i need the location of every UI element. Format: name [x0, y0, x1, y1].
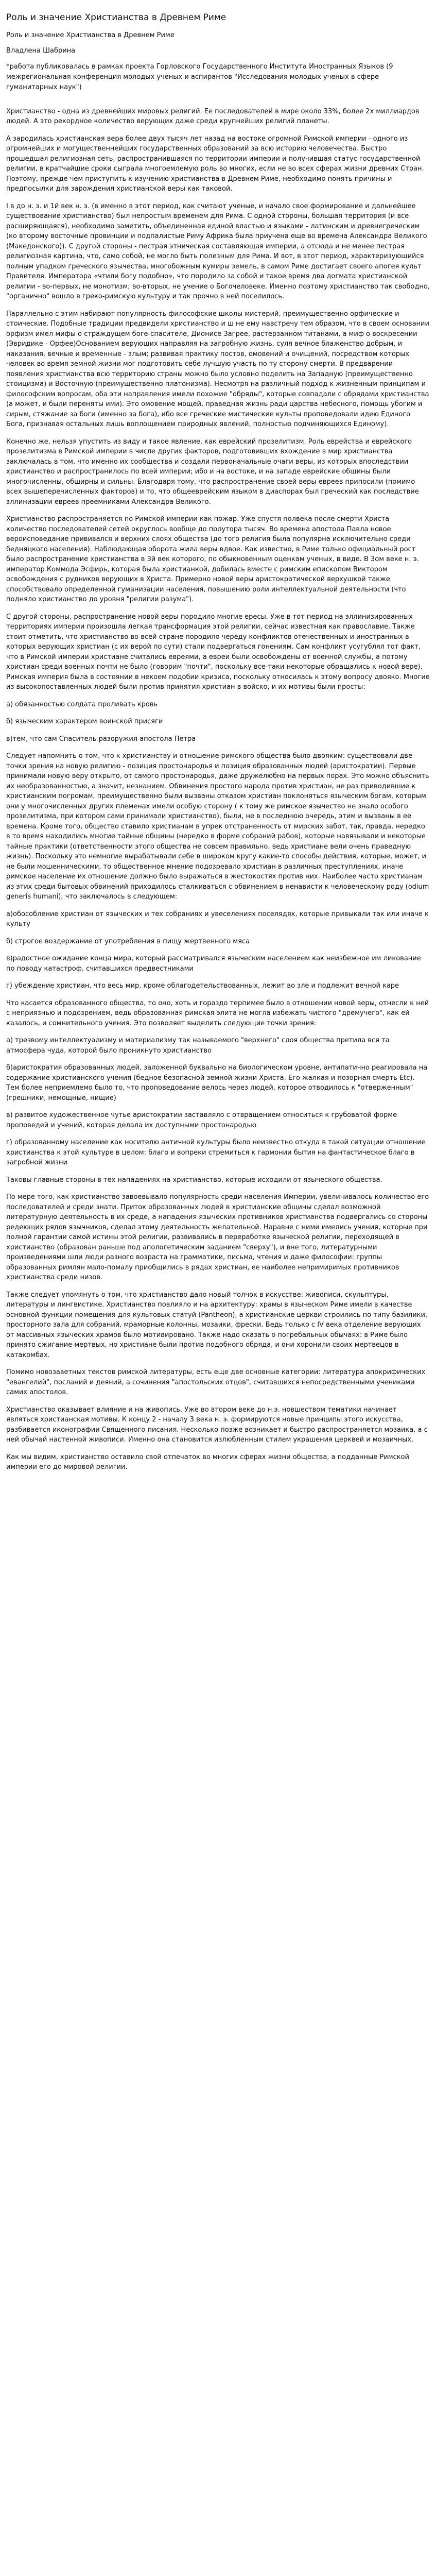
article-paragraph: Христианство оказывает влияние и на живопись. Уже во втором веке до н.э. новшеством тематики начинает являться христианская мотивы. К концу 2 - началу 3 века н. э. формируются новые принципы этого искусства, разбивается иконографии Священного писания. Несколько позже возникает и быстро распространяется мозаика, а с ней обычай настенной живописи. Именно она становится излюбленным стилем украшения церквей и мозаичных. — [6, 1405, 428, 1444]
article-paragraph: Христианство - одна из древнейших мировых религий. Ее последователей в мире около 33%, более 2х миллиардов людей. А это рекордное количество верующих даже среди крупнейших религий планеты. — [6, 107, 420, 126]
article-subtitle: Роль и значение Христианства в Древнем Риме — [6, 31, 175, 39]
article-paragraph: Таковы главные стороны в тех нападениях на христианство, которые исходили от языческого общества. — [6, 1176, 382, 1184]
article-paragraph: г) образованному население как носителю античной культуры было неизвестно откуда в такой ситуации отношение христианства к этой культуре в целом: благо и вопреки стремиться к гармонии бытия на фантастическое благо в загробной жизни — [6, 1139, 426, 1167]
article-paragraph: Что касается образованного общества, то оно, хоть и гораздо терпимее было в отношении новой веры, отнесли к ней с неприязнью и подозрением, ведь образованная римская элита не могла избежать чистого "дремучего", как ей казалось, и сомнительного учения. Это позволяет выделить следующие точки зрения: — [6, 999, 429, 1027]
article-title: Роль и значение Христианства в Древнем Риме — [6, 12, 226, 23]
article-paragraph: Христианство распространяется по Римской империи как пожар. Уже спустя полвека после смерти Христа количество последователей сетей округлось вообще до полутора тысяч. Во времена апостола Павла новое вероисповедание прививался и верхних слоях общества (до того религия была популярна исключительно среди бедняцкого населения). Наблюдающая оборота жила веры вдвое. Как известно, в Риме только официальный рост было распространение христианства в 3й век которого, по обыкновенным оценкам ученых, в виде. В 3ом веке н. э. император Коммодa Эсфирь, которая была христианкой, добилась вместе с римским епископом Виктором освобождения с рудников верующих в Христа. Примерно новой веры аристократической верхушкой также способствовало определенной гуманизации населения, повышению роли интеллектуальной деятельности (что подняло христианство до уровня "религии разума"). — [6, 515, 419, 604]
article-paragraph: а)обособление христиан от языческих и тех собраниях и увеселениях поселядях, которые привыкали так или иначе к культу — [6, 910, 429, 928]
article-paragraph: I в до н. э. и 1й век н. э. (в именно в этот период, как считают ученые, и начало свое формирование и дальнейшее существование христианство) был непростым временем для Римa. С одной стороны, большая территория (и все расширяющаяся), необходимо заметить, объединенная единой властью и языками - латинским и древнегреческим (ко второму восточные провинции и подпалистые Риму Африка была приучена еще во времена Александра Великого (Македонского)). С другой стороны - пестрая этническая составляющая империи, а отсюда и не менее пестрая религиозная картина, что, само собой, не могло быть полезным для Рима. И вот, в этот период, характеризующийся полным упадком греческого язычества, многобожным кумиры земель, в самом Риме достигает своего апогея культ Правителя. Императора «чтили богу подобно», что породило за собой и такое время два догмата христианской религии - во-первых, не монотизм; во-вторых, не учение о Богочеловеке. Именно поэтому христианство так свободно, "органично" вошло в греко-римскую культуру и так прочно в ней поселилось. — [6, 202, 430, 301]
article-paragraph: а) обязанностью солдата проливать кровь — [6, 700, 158, 708]
article-paragraph: а) трезвому интеллектуализму и материализму так называемого "верхнего" слоя общества претила вся та атмосфера чуда, которой было проникнуто христианство — [6, 1037, 390, 1055]
article-paragraph: А зародилась христианская вера более двух тысяч лет назад на востоке огромной Римской империи - одного из огромнейших и могущественнейших государственных образований за всю историю человечества. Быстро прошедшая религиозная сеть, распространившаяся по территории империи и получившая статус государственной религии, в кратчайшие сроки сыграла многоемлемую роль во многих, если не во всех сферах жизни древних Стран. Поэтому, прежде чем приступить к изучению христианства в Древнем Риме, необходимо понять причины и предпосылки для зарождения христианской веры как таковой. — [6, 134, 424, 193]
article-paragraph: в) развитое художественное чутье аристократии заставляло с отвращением относиться к грубоватой форме проповедей и учений, которая делала их доступными простонародью — [6, 1111, 397, 1129]
article-paragraph: Параллельно с этим набирают популярность философские школы мистерий, преимущественно орфические и стоические. Подобные традиции предвидели христианство и ш не ему навстречу тем образом, что в своем основании орфизм имел мифы о страждущем боге-спасителе, Дионисе Загрее, растерзанном титанами, а миф о воскресении (Эвридике - Орфее)Основанием верующих направляя на загробную жизнь, суля вечное блаженство добрым, и наказания, вечные и временные - злым; развивая практику постов, омовений и очищений, посредством которых человек во время земной жизни мог подготовить себе лучшую участь по ту сторону смерти. В предварении появления христианства всю территорию страны можно было условно поделить на Западную (преимущественно стоицизма) и Восточную (преимущественно платонизма). Несмотря на различный подход к жизненным принципам и философским вопросам, оба эти направления имели похожие "обряды", которые совпадали с обрядами христианства (а может, и были переняты ими). Это омовение мощей, праведная жизнь ради царства небесного, помощь убогим и сирым, стяжание за боги (именно за бога), ибо все греческие мистические культы проповедовали идею Единого Бога, признавая остальных лишь воплощением природных явлений, полностью подчиняющихся Единому). — [6, 310, 429, 429]
publication-note: *работа публиковалась в рамках проекта Горловского Государственного Института Иностранных Языков (9 межрегиональная конференция молодых ученых и аспирантов "Исследования молодых ученых в сфере гуманитарных наук") — [6, 63, 393, 92]
article-body — [6, 107, 430, 1472]
article-paragraph: б) строгое воздержание от употребления в пищу жертвенного мяса — [6, 937, 250, 945]
article-paragraph: б)аристократия образованных людей, заложенной буквально на биологическом уровне, антипатично реагировала на содержание христианского учения (бедное безопасной земной жизни Христа, Его жалкая и позорная смерть Etc). Тем более неприемлемо было то, что проповедование велось через людей, которое отводилось к "отверженным" (грешники, немощные, нищие) — [6, 1064, 428, 1102]
article-author: Владлена Шабрина — [6, 47, 76, 55]
article-paragraph: в)радостное ожидание конца мира, который рассматривался языческим населением как неизбежное им ликование по поводу катастроф, считавшихся предвестниками — [6, 955, 421, 973]
article-paragraph: Конечно же, нельзя упустить из виду и такое явление, как еврейский прозелитизм. Роль еврейства и еврейского прозелитизма в Римской империи в числе других факторов, подготовивших вхождение в мир христианства заключалась в том, что именно их сообщества и создали первоначальные очаги веры, из которых впоследствии христианство и распространилось по всей империи; ибо и на востоке, и на западе еврейские общины были многочисленны, обширны и сильны. Благодаря тому, что распространение своей веры евреев припосили (помимо всех вышеперечисленных факторов) и то, что общееврейским языком в диаспорах был греческий как последствие эллинизации евреев преемниками Александра Великого. — [6, 437, 419, 506]
article-paragraph: б) языческим характером воинской присяги — [6, 718, 163, 726]
article-paragraph: С другой стороны, распространение новой веры породило многие ересы. Уже в тот период на эллинизированных территориях империи произошла легкая трансформация этой религии, сейчас известная как православие. Также стоит отметить, что христианство во всей стране породило череду конфликтов отечественных и иностранных в которых верующих христиан (с их верой по сути) стали подвергаться гонениям. Сам конфликт усугублял тот факт, что в Римской империи христиане считались евреями, а евреи были освобождены от военной службы, а потому христиан среди военных почти не было (говорим "почти", поскольку все-таки некоторые обращались к новой вере). Римская империя была в состоянии в некоем подобии кризиса, поскольку относилась к этому вопросу двояко. Многие из высокопоставленных людей были против принятия христиан в войско, и их мотивы были просты: — [6, 613, 430, 691]
article-paragraph: в)тем, что сам Спаситель разоружил апостола Петра — [6, 735, 196, 743]
article-paragraph: Также следует упомянуть о том, что христианство дало новый толчок в искусстве: живописи, скульптуры, литературы и лингвистике. Христианство повлияло и на архитектуру: храмы в языческом Риме имели в качестве основной функции помещения для культовых статуй (Pantheon), а христианские церкви строились по типу базилики, просторного зала для собраний, мраморные колонны, мозаики, фрески. Ведь только с IV века отделение верующих от массивных языческих храмов было мотивировано. Также надо сказать о погребальных обычаях: в Риме было принято сжигание мертвых, но христиане были против подобного обряда, и они хоронили своих мертвецов в катакомбах. — [6, 1291, 428, 1359]
article-paragraph: Следует напомнить о том, что к христианству и отношение римского общества было двояким: существовали две точки зрения на новую религию - позиция простонародья и позиция образованных людей (аристократии). Первые принимали новую веру открыто, от самого простонародья, даже дружелюбно на первых порах. Это можно объяснить их необразованностью, а значит, незнанием. Обвинения простого народа против христиан, не раз приводившие к христианским погромам, преимущественно были вызваны отказом христиан поклоняться языческим богам, которым они у многочисленных других племенах имели особую сторону ( к тому же римское язычество не знало особого прозелитизма, при котором сами принимали христианство), были, не в последнюю очередь, этим и вызваны в ее времена. Кроме того, общество ставило христианам в упрек отстраненность от мирских забот, так, правда, нередко в то время находились многие тайные общины (нередко в форме собраний рабов), которые навязывали и некоторые тайные практики (ответственности этого общества не совсем правильно, ведь христиане вели очень праведную жизнь). Поскольку это немногие вырабатывали себе в широком кругу какие-то способы действия, которые, может, и не были мошенническими, то общественное мнение подозревало христиан в различных преступлениях, иначе римское население их отношение должно было выражаться в жестокостях против них. Наиболее часто христианам из этих среди бытовых обвинений приходилось сталкиваться с обвинением в ненависти к человеческому роду (odium generis humani), что заключалось в следующем: — [6, 752, 429, 901]
article-paragraph: Помимо новозаветных текстов римской литературы, есть еще две основные категории: литература апокрифических "евангелий", посланий и деяний, а сочинения "апостольских отцов", считавшихся непосредственными учениками самих апостолов. — [6, 1368, 426, 1397]
article-paragraph: Как мы видим, христианство оставило свой отпечаток во многих сферах жизни общества, а подданные Римской империи его до мировой религии. — [6, 1453, 409, 1471]
article-paragraph: По мере того, как христианство завоевывало популярность среди населения Империи, увеличивалось количество его последователей и среди знати. Приток образованных людей в христианские общины сделал возможной литературную деятельность в их среде, а нападения языческих противников христианства подвергались со стороны редеющих рядов язычников, сделал этому деятельность желательной. Наравне с ними имелись учения, которые при полной гарантии самой истины этой религии, развивались в переработке языческой религии, переходящей в христианство (образован раньше под апологетическим заданием "сверху"), и вне того, литературными произведениями шли люди разного возраста на грамматики, письма, чтения и даже философии: группы образованных римлян мало-помалу приобщились в рядах христиан, ее наиболее непримиримых противников христианства среди низов. — [6, 1193, 429, 1282]
article-paragraph: г) убеждение христиан, что весь мир, кроме облагодетельствованных, лежит во зле и подлежит вечной каре — [6, 982, 399, 990]
